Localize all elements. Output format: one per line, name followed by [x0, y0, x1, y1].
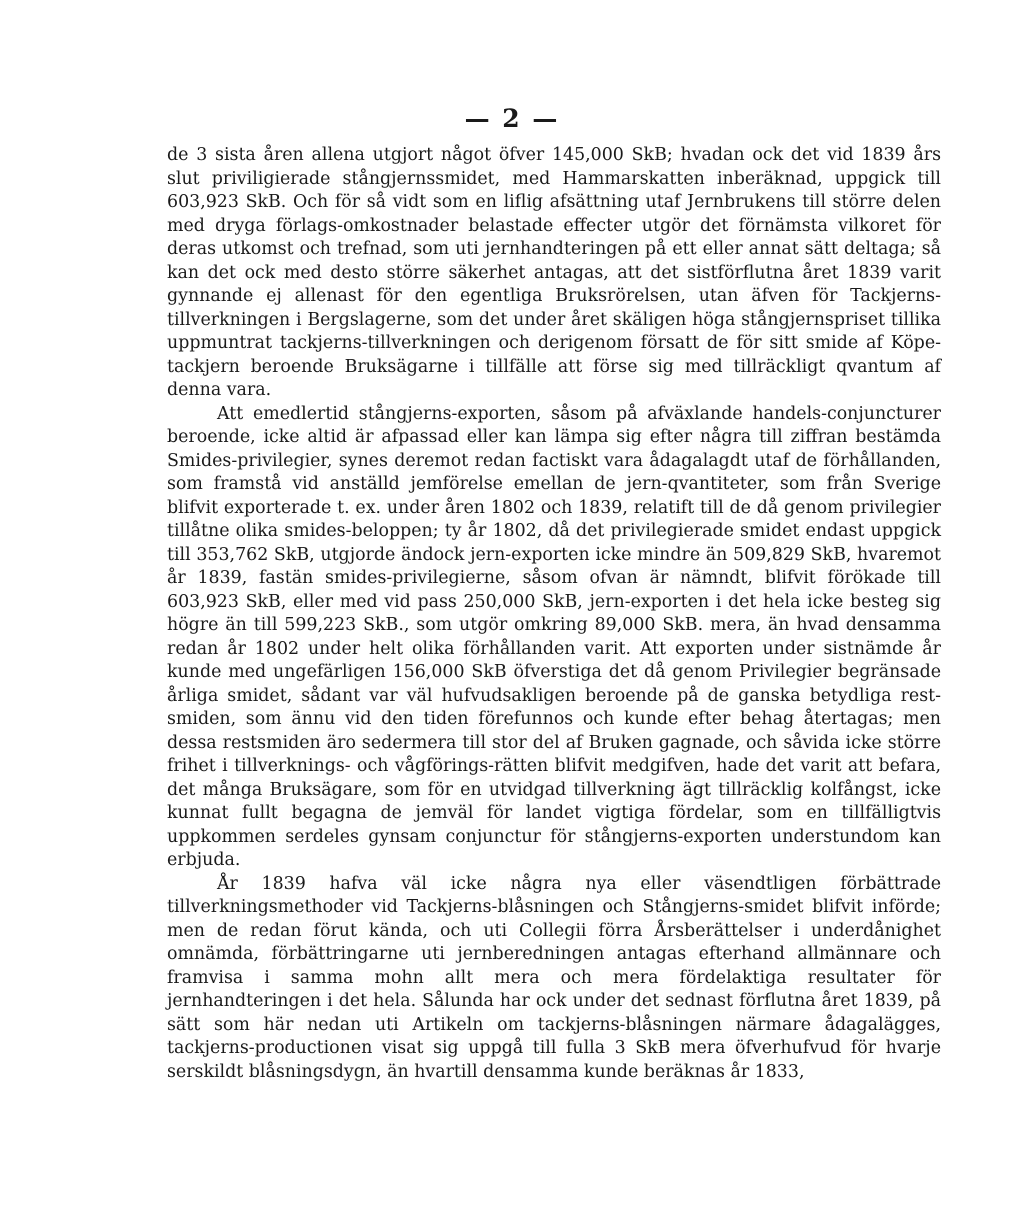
paragraph-2: Att emedlertid stångjerns-exporten, såsom på afväxlande handels-conjuncturer beroende, icke altid är afpassad eller kan lämpa sig efter några till ziffran bestämda Smides-privilegier, synes deremot redan factiskt vara ådagalagdt utaf de förhållanden, som framstå vid anställd jemförelse emellan de jern-qvantiteter, som från Sverige blifvit exporterade t. ex. under åren 1802 och 1839, relatift till de då genom privilegier tillåtne olika smides-beloppen; ty år 1802, då det privilegierade smidet endast uppgick till 353,762 SkB, utgjorde ändock jern-exporten icke mindre än 509,829 SkB, hvaremot år 1839, fastän smides-privilegierne, såsom ofvan är nämndt, blifvit förökade till 603,923 SkB, eller med vid pass 250,000 SkB, jern-exporten i det hela icke besteg sig högre än till 599,223 SkB., som utgör omkring 89,000 SkB. mera, än hvad densamma redan år 1802 under helt olika förhållanden varit. Att exporten under sistnämde år kunde med ungefärligen 156,000 SkB öfverstiga det då genom Privilegier begränsade årliga smidet, sådant var väl hufvudsakligen beroende på de ganska betydliga rest-smiden, som ännu vid den tiden förefunnos och kunde efter behag återtagas; men dessa restsmiden äro sedermera till stor del af Bruken gagnade, och såvida icke större frihet i tillverknings- och vågförings-rätten blifvit medgifven, hade det varit att befara, det många Bruksägare, som för en utvidgad tillverkning ägt tillräcklig kolfångst, icke kunnat fullt begagna de jemväl för landet vigtiga fördelar, som en tillfälligtvis uppkommen serdeles gynsam conjunctur för stångjerns-exporten understundom kan erbjuda. — [167, 403, 941, 870]
page-body-text — [167, 144, 941, 1084]
page-number: — 2 — — [464, 104, 560, 133]
paragraph-3: År 1839 hafva väl icke några nya eller väsendtligen förbättrade tillverkningsmethoder vid Tackjerns-blåsningen och Stångjerns-smidet blifvit införde; men de redan förut kända, och uti Collegii förra Årsberättelser i underdånighet omnämda, förbättringarne uti jernberedningen antagas efterhand allmännare och framvisa i samma mohn allt mera och mera fördelaktiga resultater för jernhandteringen i det hela. Sålunda har ock under det sednast förflutna året 1839, på sätt som här nedan uti Artikeln om tackjerns-blåsningen närmare ådagalägges, tackjerns-productionen visat sig uppgå till fulla 3 SkB mera öfverhufvud för hvarje serskildt blåsningsdygn, än hvartill densamma kunde beräknas år 1833, — [167, 873, 941, 1082]
paragraph-1: de 3 sista åren allena utgjort något öfver 145,000 SkB; hvadan ock det vid 1839 års slut priviligierade stångjernssmidet, med Hammarskatten inberäknad, uppgick till 603,923 SkB. Och för så vidt som en liflig afsättning utaf Jernbrukens till större delen med dryga förlags-omkostnader belastade effecter utgör det förnämsta vilkoret för deras utkomst och trefnad, som uti jernhandteringen på ett eller annat sätt deltaga; så kan det ock med desto större säkerhet antagas, att det sistförflutna året 1839 varit gynnande ej allenast för den egentliga Bruksrörelsen, utan äfven för Tackjerns-tillverkningen i Bergslagerne, som det under året skäligen höga stångjernspriset tillika uppmuntrat tackjerns-tillverkningen och derigenom försatt de för sitt smide af Köpe-tackjern beroende Bruksägarne i tillfälle att förse sig med tillräckligt qvantum af denna vara. — [167, 145, 941, 400]
